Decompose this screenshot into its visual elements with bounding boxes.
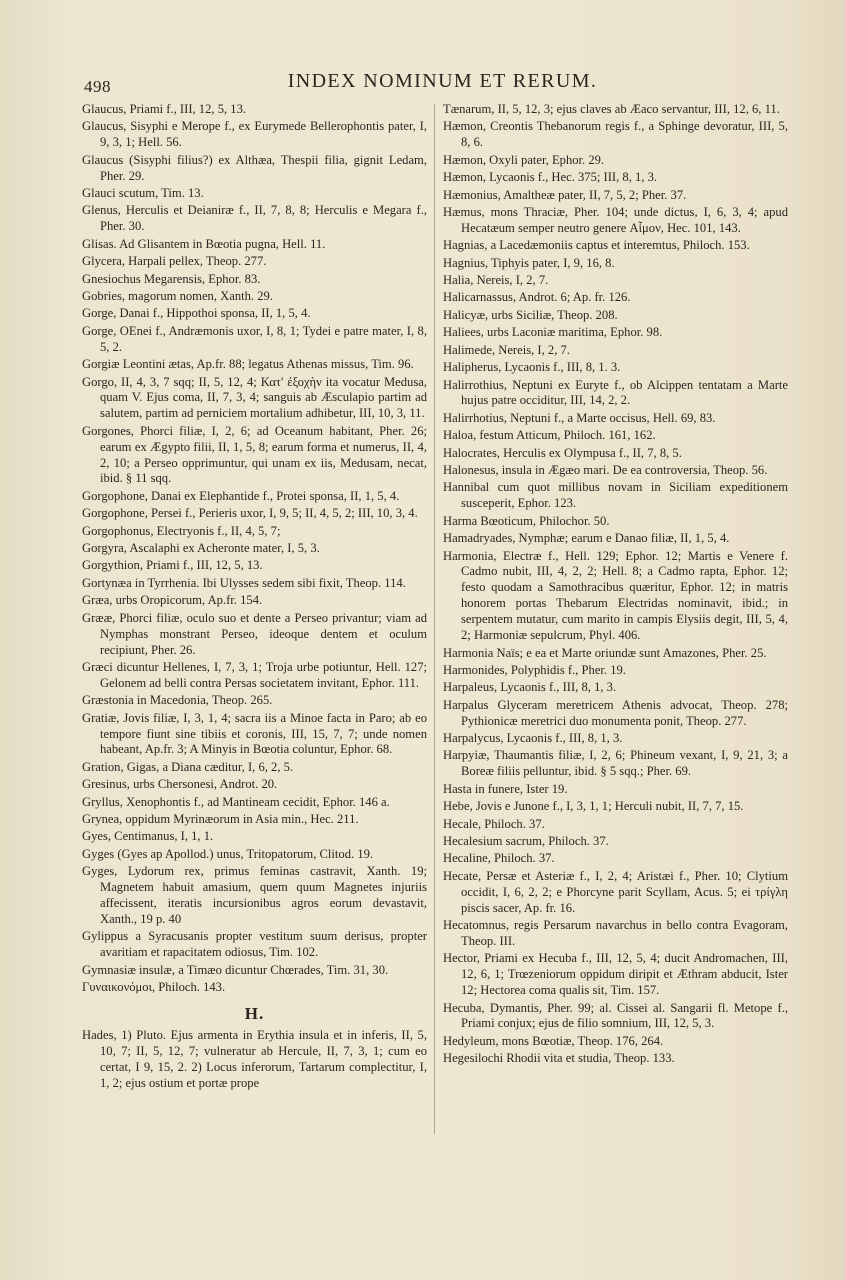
index-entry: Hæmon, Creontis Thebanorum regis f., a Sphinge devoratur, III, 5, 8, 6. bbox=[443, 119, 788, 150]
left-column bbox=[82, 102, 427, 1093]
left-entries-h bbox=[82, 1028, 427, 1092]
left-entries bbox=[82, 102, 427, 996]
index-entry: Gorgophonus, Electryonis f., II, 4, 5, 7; bbox=[82, 523, 281, 538]
index-entry: Harmonia, Electræ f., Hell. 129; Ephor. 12; Martis e Venere f. Cadmo nubit, III, 4, 2, 2; Hell. 8; a Cadmo rapta, Ephor. 12; festo quodam a Samothracibus quæritur, Ephor. 12; in matris honorem portas Thebarum Electridas nominavit, ibid.; in serpentem mutatur, cum marito in campis Elysiis degit, III, 5, 4, 2; Harmoniæ sepulcrum, Phyl. 406. bbox=[443, 548, 788, 643]
index-entry: Gymnasiæ insulæ, a Timæo dicuntur Chœrades, Tim. 31, 30. bbox=[82, 962, 389, 977]
index-entry: Glaucus (Sisyphi filius?) ex Althæa, Thespii filia, gignit Ledam, Pher. 29. bbox=[82, 152, 427, 183]
index-entry: Glenus, Herculis et Deianiræ f., II, 7, 8, 8; Herculis e Megara f., Pher. 30. bbox=[82, 203, 427, 234]
index-entry: Gortynæa in Tyrrhenia. Ibi Ulysses sedem sibi fixit, Theop. 114. bbox=[82, 575, 406, 590]
index-entry: Halipherus, Lycaonis f., III, 8, 1. 3. bbox=[443, 360, 621, 375]
index-entry: Halicarnassus, Androt. 6; Ap. fr. 126. bbox=[443, 290, 631, 305]
index-entry: Hecuba, Dymantis, Pher. 99; al. Cissei al. Sangarii fl. Metope f., Priami conjux; ejus de filio somnium, III, 12, 5, 3. bbox=[443, 1000, 788, 1031]
index-entry: Hegesilochi Rhodii vita et studia, Theop. 133. bbox=[443, 1051, 675, 1066]
index-entry: Hecale, Philoch. 37. bbox=[443, 816, 545, 831]
index-entry: Hecaline, Philoch. 37. bbox=[443, 851, 555, 866]
index-entry: Hæmonius, Amaltheæ pater, II, 7, 5, 2; Pher. 37. bbox=[443, 187, 687, 202]
index-entry: Haloa, festum Atticum, Philoch. 161, 162. bbox=[443, 428, 656, 443]
index-entry: Gratiæ, Jovis filiæ, I, 3, 1, 4; sacra iis a Minoe facta in Paro; ab eo tempore fiunt sine tibiis et coronis, III, 15, 7, 7; unde nomen habeant, Ap.fr. 3; A Minyis in Bœotia coluntur, Ephor. 68. bbox=[82, 710, 427, 757]
index-entry: Hades, 1) Pluto. Ejus armenta in Erythia insula et in inferis, II, 5, 10, 7; II, 5, 12, 7; vulneratur ab Hercule, II, 7, 3, 1; cum eo certat, I 9, 15, 2. 2) Locus inferorum, Tartarum complectitur, I, 1, 2; ejus ostium et portæ prope bbox=[82, 1027, 427, 1090]
index-entry: Halocrates, Herculis ex Olympusa f., II, 7, 8, 5. bbox=[443, 445, 682, 460]
index-entry: Hedyleum, mons Bœotiæ, Theop. 176, 264. bbox=[443, 1033, 664, 1048]
index-entry: Harpalycus, Lycaonis f., III, 8, 1, 3. bbox=[443, 731, 623, 746]
index-entry: Gorgyra, Ascalaphi ex Acheronte mater, I, 5, 3. bbox=[82, 541, 320, 556]
index-entry: Gyges (Gyes ap Apollod.) unus, Tritopatorum, Clitod. 19. bbox=[82, 846, 374, 861]
index-entry: Hæmon, Oxyli pater, Ephor. 29. bbox=[443, 152, 605, 167]
section-letter-h: H. bbox=[244, 1004, 265, 1024]
index-entry: Glaucus, Sisyphi e Merope f., ex Eurymede Bellerophontis pater, I, 9, 3, 1; Hell. 56. bbox=[82, 119, 427, 150]
index-entry: Gorge, OEnei f., Andræmonis uxor, I, 8, 1; Tydei e patre mater, I, 8, 5, 2. bbox=[82, 323, 427, 354]
index-entry: Gorge, Danai f., Hippothoi sponsa, II, 1, 5, 4. bbox=[82, 306, 311, 321]
index-entry: Gorgones, Phorci filiæ, I, 2, 6; ad Oceanum habitant, Pher. 26; earum ex Ægypto filii, II, 1, 5, 8; earum forma et numerus, II, 4, 2, 10; a Perseo opprimuntur, qui unam ex iis, Medusam, necat, ibid. § 11 sqq. bbox=[82, 423, 427, 486]
index-entry: Hecalesium sacrum, Philoch. 37. bbox=[443, 833, 609, 848]
index-entry: Hagnius, Tiphyis pater, I, 9, 16, 8. bbox=[443, 255, 615, 270]
index-entry: Græstonia in Macedonia, Theop. 265. bbox=[82, 693, 273, 708]
index-entry: Gration, Gigas, a Diana cæditur, I, 6, 2, 5. bbox=[82, 759, 294, 774]
index-entry: Hæmon, Lycaonis f., Hec. 375; III, 8, 1, 3. bbox=[443, 170, 658, 185]
index-entry: Hæmus, mons Thraciæ, Pher. 104; unde dictus, I, 6, 3, 4; apud Hecatæum semper neutro genere Αἷμον, Hec. 101, 143. bbox=[443, 204, 788, 235]
index-entry: Gyes, Centimanus, I, 1, 1. bbox=[82, 829, 214, 844]
index-entry: Glauci scutum, Tim. 13. bbox=[82, 186, 204, 201]
index-entry: Harpaleus, Lycaonis f., III, 8, 1, 3. bbox=[443, 680, 617, 695]
index-entry: Græci dicuntur Hellenes, I, 7, 3, 1; Troja urbe potiuntur, Hell. 127; Gelonem ad belli contra Persas societatem invitant, Ephor. 111. bbox=[82, 659, 427, 690]
index-entry: Hasta in funere, Ister 19. bbox=[443, 781, 568, 796]
index-entry: Harmonia Naïs; e ea et Marte oriundæ sunt Amazones, Pher. 25. bbox=[443, 645, 767, 660]
right-column bbox=[443, 102, 788, 1069]
index-entry: Hecatomnus, regis Persarum navarchus in bello contra Evagoram, Theop. III. bbox=[443, 918, 788, 948]
index-entry: Glaucus, Priami f., III, 12, 5, 13. bbox=[82, 102, 247, 116]
index-entry: Grææ, Phorci filiæ, oculo suo et dente a Perseo privantur; viam ad Nymphas monstrant Perseo, ideoque dentem et oculum recipiunt, Pher. 26. bbox=[82, 610, 427, 657]
index-entry: Gylippus a Syracusanis propter vestitum suum derisus, propter avaritiam et rapacitatem odiosus, Tim. 102. bbox=[82, 929, 427, 960]
column-divider bbox=[434, 104, 435, 1134]
index-entry: Gorgo, II, 4, 3, 7 sqq; II, 5, 12, 4; Κατ' ἐξοχὴν ita vocatur Medusa, quam V. Ejus coma, II, 7, 3, 4; sanguis ab Æsculapio partim ad salutem, partim ad perniciem mortalium adhibetur, III, 10, 3, 11. bbox=[82, 374, 427, 421]
index-entry: Gorgophone, Danai ex Elephantide f., Protei sponsa, II, 1, 5, 4. bbox=[82, 488, 400, 503]
index-entry: Gorgiæ Leontini ætas, Ap.fr. 88; legatus Athenas missus, Tim. 96. bbox=[82, 357, 414, 372]
index-entry: Halicyæ, urbs Siciliæ, Theop. 208. bbox=[443, 307, 618, 322]
index-entry: Hannibal cum quot millibus novam in Siciliam expeditionem susceperit, Ephor. 123. bbox=[443, 480, 788, 511]
index-entry: Hebe, Jovis e Junone f., I, 3, 1, 1; Herculi nubit, II, 7, 7, 15. bbox=[443, 799, 744, 814]
page-number: 498 bbox=[84, 77, 111, 96]
index-entry: Hagnias, a Lacedæmoniis captus et interemtus, Philoch. 153. bbox=[443, 238, 750, 253]
index-entry: Harmonides, Polyphidis f., Pher. 19. bbox=[443, 662, 626, 677]
index-entry: Gorgophone, Persei f., Perieris uxor, I, 9, 5; II, 4, 5, 2; III, 10, 3, 4. bbox=[82, 506, 418, 521]
index-entry: Halonesus, insula in Ægæo mari. De ea controversia, Theop. 56. bbox=[443, 463, 768, 478]
index-entry: Glisas. Ad Glisantem in Bœotia pugna, Hell. 11. bbox=[82, 236, 326, 251]
index-entry: Halimede, Nereis, I, 2, 7. bbox=[443, 342, 570, 357]
index-entry: Haliees, urbs Laconiæ maritima, Ephor. 98. bbox=[443, 325, 663, 340]
index-entry: Halirrothius, Neptuni ex Euryte f., ob Alcippen tentatam a Marte hujus patre occiditur, III, 14, 2, 2. bbox=[443, 377, 788, 408]
index-entry: Halirrhotius, Neptuni f., a Marte occisus, Hell. 69, 83. bbox=[443, 410, 716, 425]
right-entries bbox=[443, 102, 788, 1067]
index-entry: Gnesiochus Megarensis, Ephor. 83. bbox=[82, 271, 261, 286]
index-entry: Gorgythion, Priami f., III, 12, 5, 13. bbox=[82, 558, 263, 573]
index-entry: Harpyiæ, Thaumantis filiæ, I, 2, 6; Phineum vexant, I, 9, 21, 3; a Boreæ filiis pelluntur, ibid. § 5 sqq.; Pher. 69. bbox=[443, 748, 788, 779]
index-entry: Tænarum, II, 5, 12, 3; ejus claves ab Æaco servantur, III, 12, 6, 11. bbox=[443, 102, 780, 116]
index-entry: Hector, Priami ex Hecuba f., III, 12, 5, 4; ducit Andromachen, III, 12, 6, 1; Trœzeniorum oppidum diripit et Æthram abducit, Ister 12; Hectorea coma qualis sit, Tim. 157. bbox=[443, 951, 788, 998]
index-entry: Γυναικονόμοι, Philoch. 143. bbox=[82, 980, 226, 995]
index-entry: Gryllus, Xenophontis f., ad Mantineam cecidit, Ephor. 146 a. bbox=[82, 794, 390, 809]
index-entry: Halia, Nereis, I, 2, 7. bbox=[443, 273, 549, 288]
index-entry: Gobries, magorum nomen, Xanth. 29. bbox=[82, 288, 273, 303]
index-entry: Hecate, Persæ et Asteriæ f., I, 2, 4; Aristæi f., Pher. 10; Clytium occidit, I, 6, 2, 2; e Phorcyne parit Scyllam, Acus. 5; ei τρίγλη piscis sacer, Ap. fr. 16. bbox=[443, 868, 788, 915]
index-entry: Hamadryades, Nymphæ; earum e Danao filiæ, II, 1, 5, 4. bbox=[443, 531, 730, 546]
index-entry: Græa, urbs Oropicorum, Ap.fr. 154. bbox=[82, 593, 263, 608]
index-entry: Grynea, oppidum Myrinæorum in Asia min., Hec. 211. bbox=[82, 812, 359, 827]
running-head: INDEX NOMINUM ET RERUM. bbox=[287, 70, 598, 92]
index-entry: Harma Bœoticum, Philochor. 50. bbox=[443, 513, 610, 528]
index-entry: Harpalus Glyceram meretricem Athenis advocat, Theop. 278; Pythionicæ meretrici duo monumenta ponit, Theop. 277. bbox=[443, 697, 788, 728]
index-entry: Gresinus, urbs Chersonesi, Androt. 20. bbox=[82, 777, 278, 792]
index-entry: Glycera, Harpali pellex, Theop. 277. bbox=[82, 254, 267, 269]
index-entry: Gyges, Lydorum rex, primus feminas castravit, Xanth. 19; Magnetem habuit amasium, quem quum Magnetes injuriis affecissent, iteratis incursionibus agros eorum devastavit, Xanth., 19 p. 40 bbox=[82, 864, 427, 926]
